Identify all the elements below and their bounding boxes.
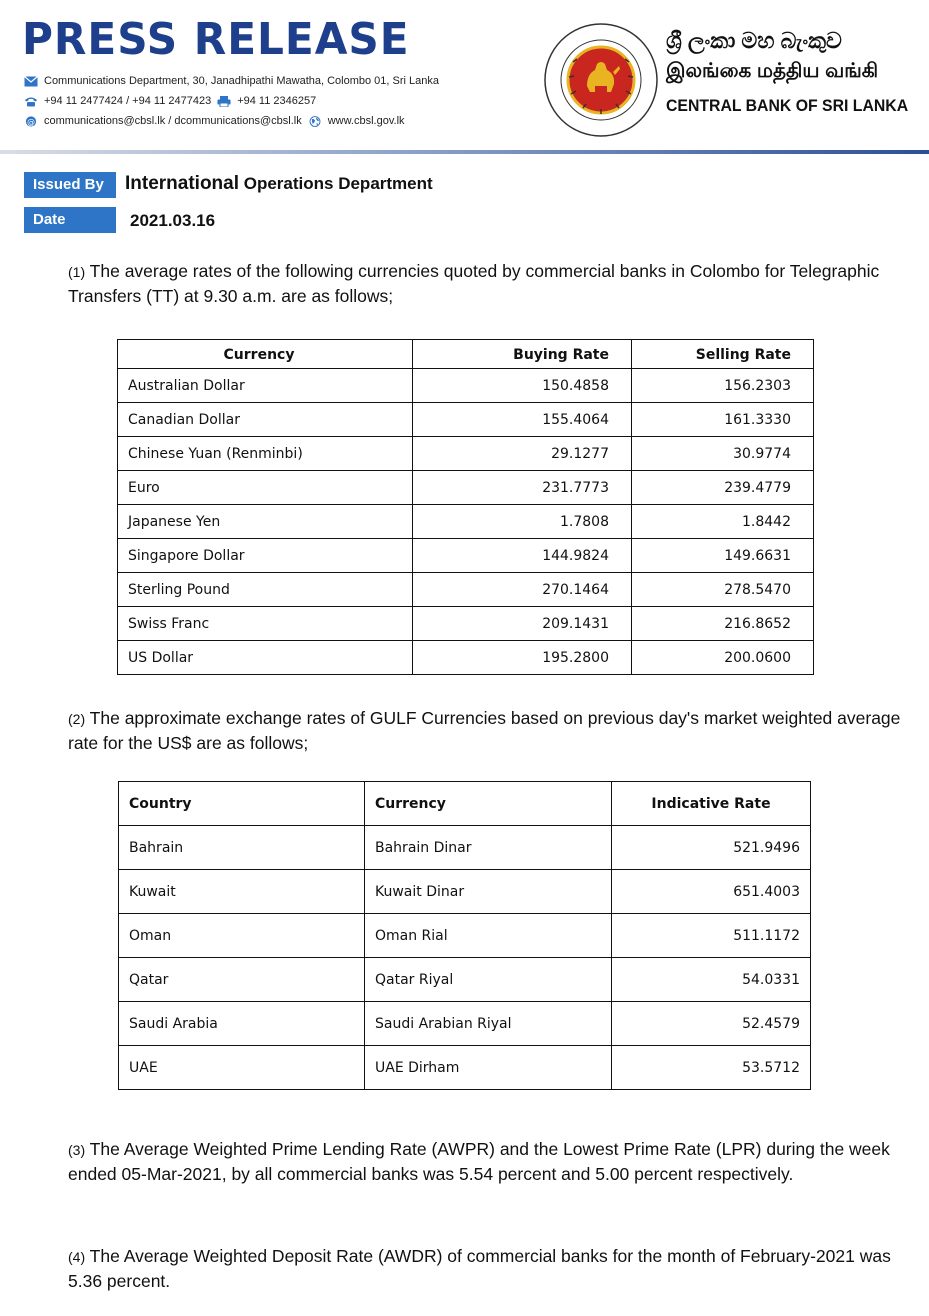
col-header-currency: Currency [118, 340, 413, 369]
section-4-paragraph [68, 1244, 908, 1293]
website-text[interactable]: www.cbsl.gov.lk [327, 115, 405, 127]
section-1-number: (1) [68, 264, 86, 280]
table-row [119, 1046, 811, 1090]
col-header-buying-rate: Buying Rate [413, 340, 632, 369]
cell-indicative-rate: 53.5712 [612, 1046, 811, 1090]
cell-currency: Saudi Arabian Riyal [365, 1002, 612, 1046]
bank-name-tamil: இலங்கை மத்திய வங்கி [666, 60, 879, 82]
cell-currency: Qatar Riyal [365, 958, 612, 1002]
gulf-rates-table [118, 781, 811, 1090]
email-text[interactable]: communications@cbsl.lk / dcommunications@cbsl.lk [44, 115, 302, 127]
cell-buying-rate: 195.2800 [413, 641, 632, 675]
table-header-row [119, 782, 811, 826]
cell-currency: Euro [118, 471, 413, 505]
at-sign-icon [24, 116, 38, 127]
table-row [119, 958, 811, 1002]
cell-country: Qatar [119, 958, 365, 1002]
contact-phone-fax [24, 95, 316, 107]
cell-currency: Singapore Dollar [118, 539, 413, 573]
section-4-number: (4) [68, 1249, 86, 1265]
cell-buying-rate: 144.9824 [413, 539, 632, 573]
section-2-number: (2) [68, 711, 86, 727]
cell-currency: Oman Rial [365, 914, 612, 958]
fax-text: +94 11 2346257 [237, 95, 317, 107]
press-release-header [0, 0, 929, 160]
date-label: Date [24, 207, 116, 233]
table-row [118, 437, 814, 471]
cell-buying-rate: 231.7773 [413, 471, 632, 505]
cell-currency: Sterling Pound [118, 573, 413, 607]
press-release-title: PRESS RELEASE [22, 14, 410, 65]
table-row [119, 914, 811, 958]
cell-buying-rate: 155.4064 [413, 403, 632, 437]
cell-currency: Japanese Yen [118, 505, 413, 539]
cell-selling-rate: 156.2303 [632, 369, 814, 403]
cell-indicative-rate: 521.9496 [612, 826, 811, 870]
address-text: Communications Department, 30, Janadhipathi Mawatha, Colombo 01, Sri Lanka [44, 75, 439, 87]
cell-indicative-rate: 651.4003 [612, 870, 811, 914]
cell-buying-rate: 29.1277 [413, 437, 632, 471]
cell-selling-rate: 200.0600 [632, 641, 814, 675]
issued-by-dept-first-word: International [125, 173, 240, 194]
col-header-currency: Currency [365, 782, 612, 826]
issued-by-value [125, 173, 433, 195]
cell-country: Kuwait [119, 870, 365, 914]
contact-email-web [24, 115, 405, 127]
table-row [118, 539, 814, 573]
fax-icon [217, 96, 231, 107]
cell-country: UAE [119, 1046, 365, 1090]
cell-currency: Chinese Yuan (Renminbi) [118, 437, 413, 471]
cell-indicative-rate: 52.4579 [612, 1002, 811, 1046]
cell-selling-rate: 278.5470 [632, 573, 814, 607]
section-3-number: (3) [68, 1142, 86, 1158]
cell-currency: US Dollar [118, 641, 413, 675]
section-4-text: The Average Weighted Deposit Rate (AWDR) of commercial banks for the month of February-2021 was 5.36 percent. [68, 1246, 891, 1291]
cell-currency: Bahrain Dinar [365, 826, 612, 870]
cell-country: Bahrain [119, 826, 365, 870]
table-row [118, 369, 814, 403]
envelope-icon [24, 76, 38, 87]
cell-buying-rate: 209.1431 [413, 607, 632, 641]
col-header-indicative-rate: Indicative Rate [612, 782, 811, 826]
cell-buying-rate: 150.4858 [413, 369, 632, 403]
table-row [118, 471, 814, 505]
cell-selling-rate: 149.6631 [632, 539, 814, 573]
section-2-text: The approximate exchange rates of GULF Currencies based on previous day's market weighted average rate for the US$ are as follows; [68, 708, 901, 753]
table-row [118, 641, 814, 675]
phone-text: +94 11 2477424 / +94 11 2477423 [44, 95, 212, 107]
cell-selling-rate: 1.8442 [632, 505, 814, 539]
cell-selling-rate: 239.4779 [632, 471, 814, 505]
cell-indicative-rate: 54.0331 [612, 958, 811, 1002]
cell-country: Saudi Arabia [119, 1002, 365, 1046]
cell-buying-rate: 1.7808 [413, 505, 632, 539]
cell-selling-rate: 216.8652 [632, 607, 814, 641]
section-1-intro [68, 259, 908, 308]
table-row [119, 826, 811, 870]
table-row [118, 505, 814, 539]
table-row [119, 1002, 811, 1046]
phone-icon [24, 96, 38, 107]
bank-name-sinhala: ශ්‍රී ලංකා මහ බැංකුව [666, 28, 842, 53]
tt-rates-table [117, 339, 814, 675]
contact-address [24, 75, 439, 87]
table-row [119, 870, 811, 914]
section-1-text: The average rates of the following currencies quoted by commercial banks in Colombo for Telegraphic Transfers (TT) at 9.30 a.m. are as follows; [68, 261, 880, 306]
section-2-intro [68, 706, 908, 755]
col-header-country: Country [119, 782, 365, 826]
issued-by-label: Issued By [24, 172, 116, 198]
bank-name-english: CENTRAL BANK OF SRI LANKA [666, 96, 909, 115]
central-bank-seal-logo [543, 22, 659, 138]
svg-text:@: @ [27, 116, 35, 126]
bank-name-block [666, 26, 926, 120]
cell-currency: Swiss Franc [118, 607, 413, 641]
header-divider [0, 150, 929, 154]
issued-by-dept-rest: Operations Department [239, 174, 433, 193]
cell-selling-rate: 30.9774 [632, 437, 814, 471]
section-3-text: The Average Weighted Prime Lending Rate (AWPR) and the Lowest Prime Rate (LPR) during the week ended 05-Mar-2021, by all commercial banks was 5.54 percent and 5.00 percent respectively. [68, 1139, 890, 1184]
table-row [118, 573, 814, 607]
cell-currency: Australian Dollar [118, 369, 413, 403]
table-row [118, 403, 814, 437]
section-3-paragraph [68, 1137, 908, 1186]
cell-country: Oman [119, 914, 365, 958]
cell-currency: UAE Dirham [365, 1046, 612, 1090]
cell-indicative-rate: 511.1172 [612, 914, 811, 958]
table-header-row [118, 340, 814, 369]
cell-currency: Canadian Dollar [118, 403, 413, 437]
cell-buying-rate: 270.1464 [413, 573, 632, 607]
cell-currency: Kuwait Dinar [365, 870, 612, 914]
cell-selling-rate: 161.3330 [632, 403, 814, 437]
date-value: 2021.03.16 [130, 211, 216, 230]
globe-icon [308, 116, 322, 127]
col-header-selling-rate: Selling Rate [632, 340, 814, 369]
table-row [118, 607, 814, 641]
